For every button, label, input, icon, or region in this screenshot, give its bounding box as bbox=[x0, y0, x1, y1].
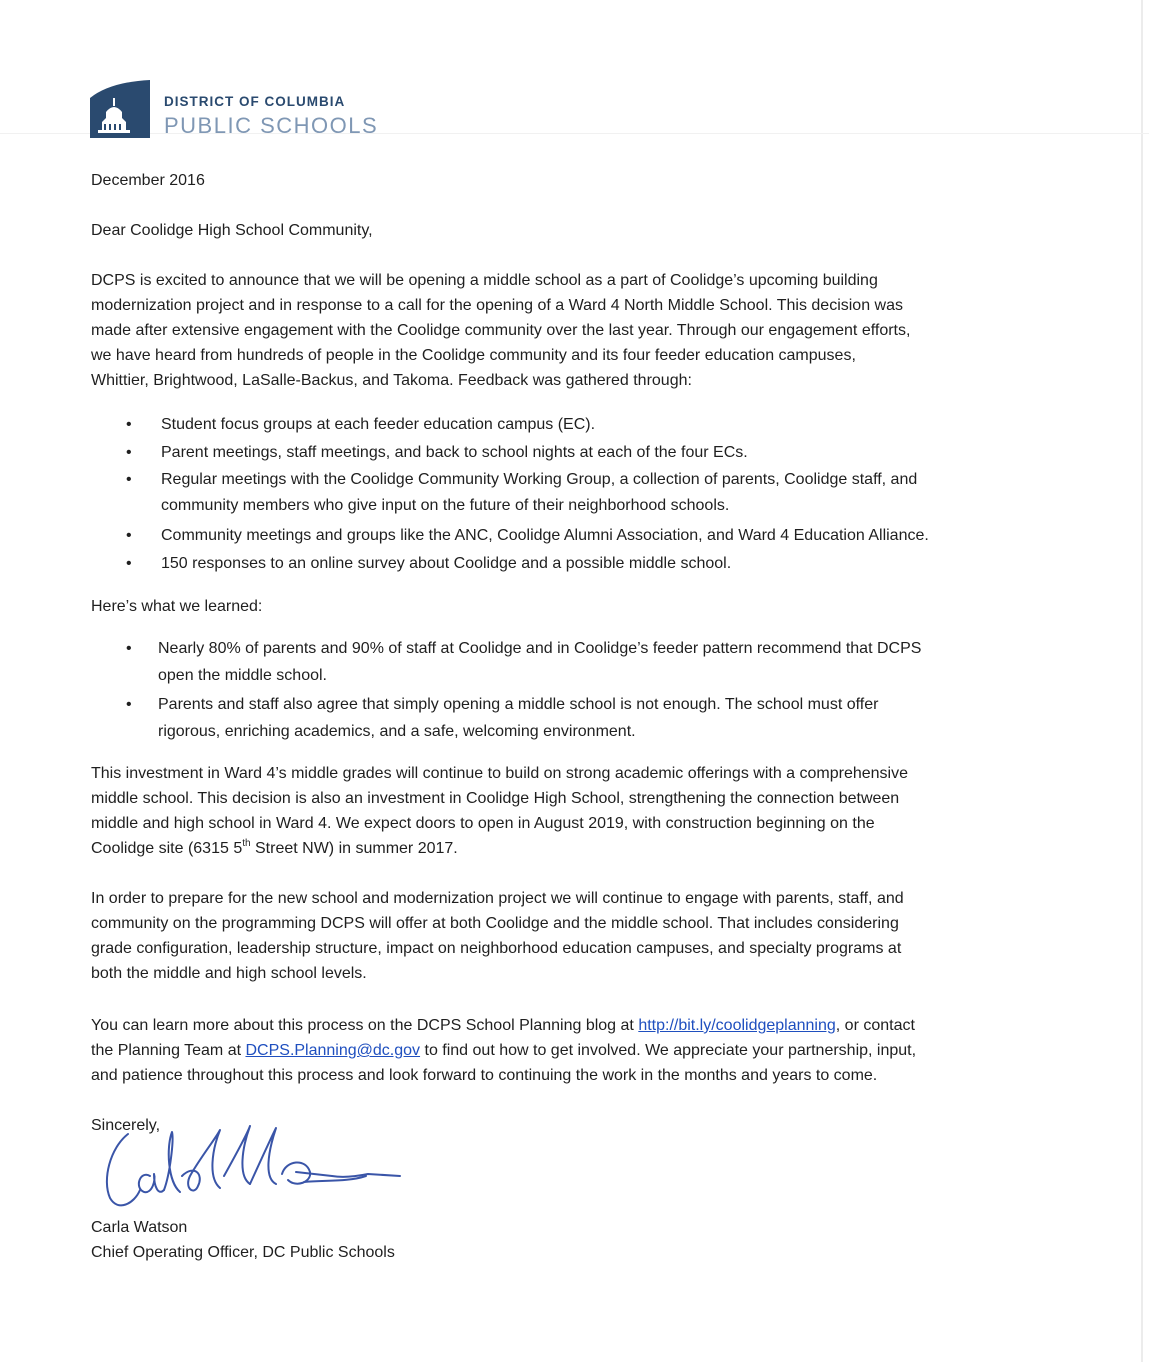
learn-more-text: You can learn more about this process on the DCPS School Planning blog at bbox=[91, 1017, 639, 1034]
intro-line: Whittier, Brightwood, LaSalle-Backus, and Takoma. Feedback was gathered through: bbox=[91, 372, 692, 389]
list-item-continued: community members who give input on the future of their neighborhood schools. bbox=[161, 497, 730, 514]
prepare-line: grade configuration, leadership structure, impact on neighborhood education campuses, and specialty programs at bbox=[91, 940, 902, 957]
investment-line bbox=[91, 836, 458, 861]
contact-text-end: to find out how to get involved. We appreciate your partnership, input, bbox=[420, 1042, 917, 1059]
list-item: Parents and staff also agree that simply opening a middle school is not enough. The school must offer bbox=[158, 696, 879, 713]
learn-more-line bbox=[91, 1013, 915, 1038]
org-name-line1: DISTRICT OF COLUMBIA bbox=[164, 94, 346, 109]
bullet-icon: • bbox=[126, 640, 132, 657]
prepare-line: In order to prepare for the new school and modernization project we will continue to engage with parents, staff, and bbox=[91, 890, 904, 907]
bullet-icon: • bbox=[126, 527, 132, 544]
list-item: Community meetings and groups like the ANC, Coolidge Alumni Association, and Ward 4 Education Alliance. bbox=[161, 527, 929, 544]
dcps-logo bbox=[90, 80, 430, 140]
list-item: Student focus groups at each feeder education campus (EC). bbox=[161, 416, 596, 433]
list-item-continued: open the middle school. bbox=[158, 667, 327, 684]
letter-date: December 2016 bbox=[91, 172, 205, 189]
intro-line: DCPS is excited to announce that we will be opening a middle school as a part of Coolidge’s upcoming building bbox=[91, 272, 878, 289]
prepare-line: community on the programming DCPS will offer at both Coolidge and the middle school. That includes considering bbox=[91, 915, 899, 932]
capitol-dome-icon bbox=[90, 80, 150, 138]
learned-heading: Here’s what we learned: bbox=[91, 598, 263, 615]
closing-line: and patience throughout this process and look forward to continuing the work in the months and years to come. bbox=[91, 1067, 878, 1084]
prepare-line: both the middle and high school levels. bbox=[91, 965, 367, 982]
intro-line: modernization project and in response to a call for the opening of a Ward 4 North Middle School. This decision was bbox=[91, 297, 903, 314]
investment-line-end: Street NW) in summer 2017. bbox=[250, 840, 458, 857]
bullet-icon: • bbox=[126, 416, 132, 433]
list-item-continued: rigorous, enriching academics, and a safe, welcoming environment. bbox=[158, 723, 636, 740]
bullet-icon: • bbox=[126, 555, 132, 572]
email-link[interactable]: DCPS.Planning@dc.gov bbox=[245, 1042, 421, 1059]
intro-line: we have heard from hundreds of people in the Coolidge community and its four feeder education campuses, bbox=[91, 347, 856, 364]
investment-line: This investment in Ward 4’s middle grades will continue to build on strong academic offerings with a comprehensive bbox=[91, 765, 908, 782]
list-item: Regular meetings with the Coolidge Community Working Group, a collection of parents, Coolidge staff, and bbox=[161, 471, 918, 488]
intro-line: made after extensive engagement with the Coolidge community over the last year. Through our engagement efforts, bbox=[91, 322, 911, 339]
list-item: Nearly 80% of parents and 90% of staff at Coolidge and in Coolidge’s feeder pattern recommend that DCPS bbox=[158, 640, 922, 657]
list-item: 150 responses to an online survey about Coolidge and a possible middle school. bbox=[161, 555, 732, 572]
list-item: Parent meetings, staff meetings, and back to school nights at each of the four ECs. bbox=[161, 444, 748, 461]
bullet-icon: • bbox=[126, 471, 132, 488]
signer-title: Chief Operating Officer, DC Public Schools bbox=[91, 1244, 395, 1261]
org-name-line2: PUBLIC SCHOOLS bbox=[164, 113, 379, 138]
page-edge bbox=[1141, 0, 1143, 1362]
blog-link[interactable]: http://bit.ly/coolidgeplanning bbox=[638, 1017, 836, 1034]
signer-name: Carla Watson bbox=[91, 1219, 188, 1236]
contact-text: the Planning Team at bbox=[91, 1042, 246, 1059]
handwritten-signature bbox=[100, 1118, 420, 1218]
investment-line-start: Coolidge site (6315 5 bbox=[91, 840, 243, 857]
investment-line: middle school. This decision is also an investment in Coolidge High School, strengthening the connection between bbox=[91, 790, 900, 807]
ordinal-suffix: th bbox=[242, 838, 251, 849]
learn-more-text-end: , or contact bbox=[835, 1017, 915, 1034]
signoff: Sincerely, bbox=[91, 1117, 161, 1134]
contact-line bbox=[91, 1038, 916, 1063]
investment-line: middle and high school in Ward 4. We expect doors to open in August 2019, with construction beginning on the bbox=[91, 815, 875, 832]
salutation: Dear Coolidge High School Community, bbox=[91, 222, 373, 239]
bullet-icon: • bbox=[126, 696, 132, 713]
bullet-icon: • bbox=[126, 444, 132, 461]
